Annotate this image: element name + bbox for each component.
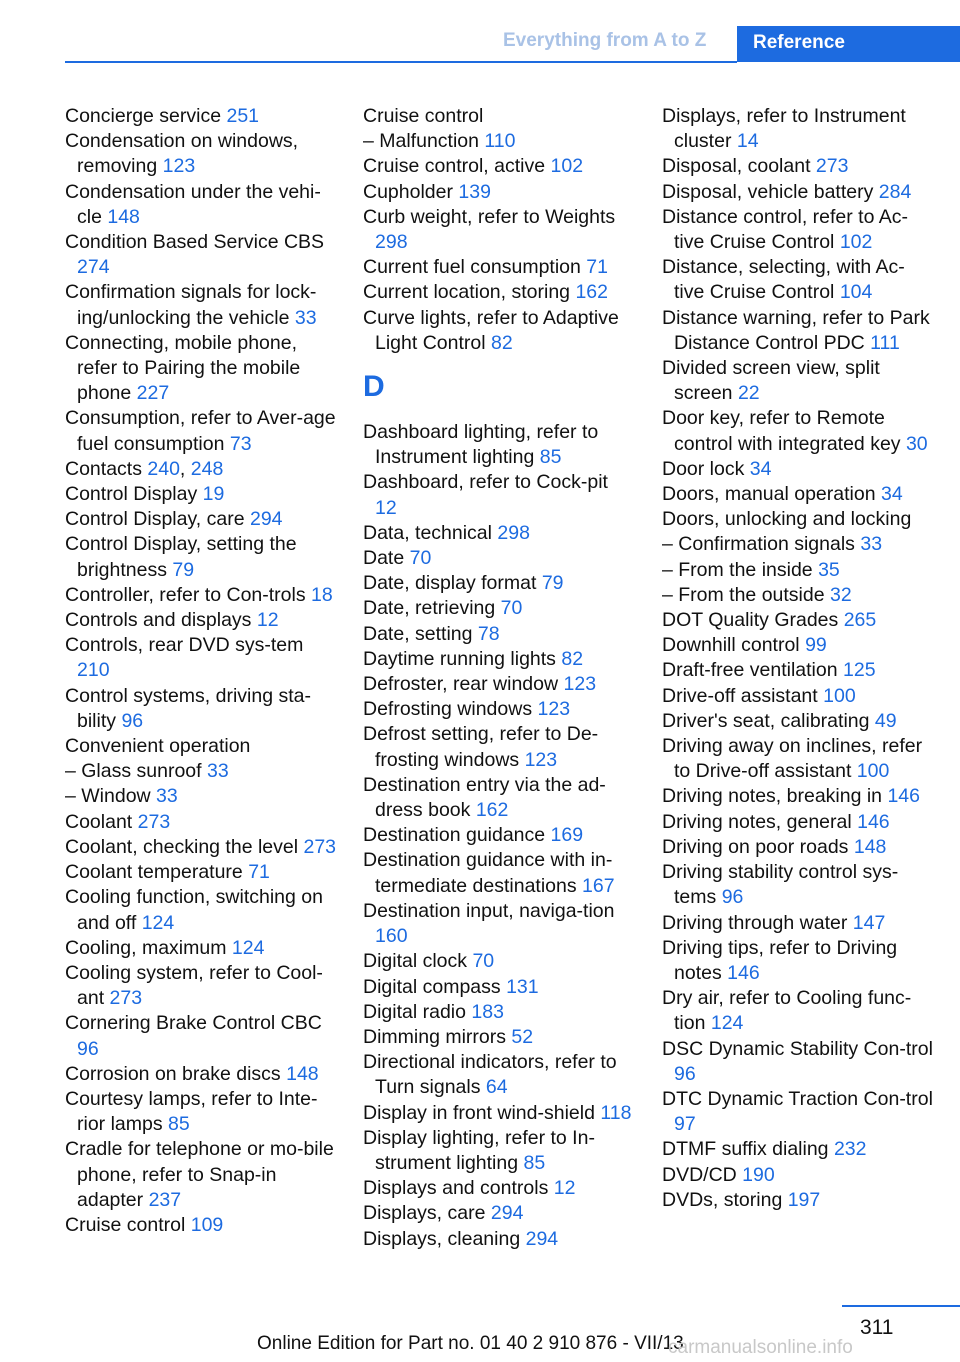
index-entry — [363, 773, 635, 823]
page-number: 311 — [860, 1316, 894, 1339]
index-entry — [363, 848, 635, 898]
page-reference-link[interactable]: 82 — [490, 331, 513, 354]
page-reference-link[interactable]: 124 — [710, 1012, 744, 1035]
entry-text: Control Display, care — [65, 508, 250, 531]
index-entry — [65, 1062, 337, 1087]
entry-text: Daytime running lights — [363, 647, 562, 670]
page-reference-link[interactable]: 12 — [375, 496, 397, 519]
entry-text: Condensation under the vehi-cle — [65, 180, 321, 228]
index-entry — [363, 975, 635, 1000]
page-reference-link[interactable]: 240 — [147, 457, 180, 480]
entry-text: Cruise control — [65, 1213, 191, 1236]
page-reference-link[interactable]: 210 — [77, 659, 110, 682]
entry-text: Date, setting — [363, 622, 478, 645]
entry-text: Controls, rear DVD sys-tem — [65, 634, 304, 657]
index-subentry — [662, 558, 934, 583]
index-entry — [363, 1227, 635, 1252]
page-reference-link[interactable]: 124 — [231, 936, 265, 959]
page-reference-link[interactable]: 96 — [721, 886, 744, 909]
page-reference-link[interactable]: 248 — [190, 457, 224, 480]
index-subentry — [65, 759, 337, 784]
page-reference-link[interactable]: 96 — [77, 1037, 99, 1060]
page-reference-link[interactable]: 227 — [136, 382, 170, 405]
index-subentry — [662, 583, 934, 608]
index-entry — [662, 835, 934, 860]
entry-text: Door lock — [662, 457, 750, 480]
index-entry — [65, 860, 337, 885]
page-reference-link[interactable]: 30 — [905, 432, 928, 455]
index-entry — [65, 684, 337, 734]
page-reference-link[interactable]: 64 — [485, 1076, 508, 1099]
entry-text: Distance warning, refer to Park Distance Control PDC — [662, 306, 930, 354]
index-entry — [662, 154, 934, 179]
index-entry — [662, 180, 934, 205]
entry-text: Date — [363, 547, 410, 570]
index-entry — [662, 104, 934, 154]
page-reference-link[interactable]: 162 — [475, 799, 509, 822]
page-reference-link[interactable]: 148 — [107, 205, 140, 228]
index-column-2 — [363, 104, 635, 1252]
page-reference-link[interactable]: 96 — [674, 1062, 696, 1085]
reference-tab: Reference — [737, 26, 960, 62]
watermark: carmanualsonline.info — [668, 1337, 853, 1358]
page-reference-link[interactable]: 78 — [477, 622, 500, 645]
entry-text: Destination entry via the ad-dress book — [363, 773, 606, 822]
index-entry — [662, 633, 934, 658]
index-entry — [65, 810, 337, 835]
index-entry — [662, 1087, 934, 1137]
entry-text: Displays, cleaning — [363, 1227, 526, 1250]
entry-text: Defroster, rear window — [363, 673, 564, 696]
page-reference-link[interactable]: 197 — [787, 1188, 821, 1211]
page-reference-link[interactable]: 104 — [839, 281, 873, 304]
index-entry — [363, 255, 635, 280]
entry-text: Control systems, driving sta-bility — [65, 684, 311, 732]
index-column-1 — [65, 104, 337, 1238]
page-reference-link[interactable]: 298 — [375, 231, 408, 254]
entry-text: Courtesy lamps, refer to Inte-rior lamps — [65, 1087, 318, 1136]
edition-note: Online Edition for Part no. 01 40 2 910 876 - VII/13 — [257, 1333, 684, 1354]
index-entry — [662, 507, 934, 532]
entry-text: DTMF suffix dialing — [662, 1138, 834, 1161]
index-entry — [662, 709, 934, 734]
index-entry — [65, 633, 337, 683]
page-reference-link[interactable]: 14 — [736, 130, 759, 153]
entry-text: Cradle for telephone or mo-bile phone, refer to Snap-in adapter — [65, 1138, 334, 1211]
page-reference-link[interactable]: 85 — [523, 1151, 546, 1174]
page-reference-link[interactable]: 70 — [500, 597, 523, 620]
page-reference-link[interactable]: 35 — [818, 558, 840, 581]
entry-text: Driving away on inclines, refer to Drive-off assistant — [662, 735, 923, 783]
entry-text: – Window — [65, 785, 157, 808]
entry-text: Cooling, maximum — [65, 936, 232, 959]
entry-text: – Glass sunroof — [65, 760, 207, 783]
entry-text: Date, retrieving — [363, 597, 501, 620]
page-reference-link[interactable]: 148 — [286, 1062, 319, 1085]
page-reference-link[interactable]: 100 — [823, 684, 856, 707]
entry-text: Control Display — [65, 483, 203, 506]
entry-text: DVDs, storing — [662, 1188, 788, 1211]
page-reference-link[interactable]: 33 — [860, 533, 883, 556]
page-reference-link[interactable]: 146 — [727, 961, 760, 984]
index-entry — [363, 1126, 635, 1176]
entry-text: Driver's seat, calibrating — [662, 709, 875, 732]
page-reference-link[interactable]: 12 — [256, 609, 279, 632]
entry-text: Driving through water — [662, 911, 853, 934]
entry-text: Contacts — [65, 457, 148, 480]
index-entry — [363, 205, 635, 255]
page-reference-link[interactable]: 79 — [541, 572, 564, 595]
page-reference-link[interactable]: 237 — [148, 1188, 182, 1211]
page-reference-link[interactable]: 169 — [550, 824, 584, 847]
page-reference-link[interactable]: 100 — [856, 760, 890, 783]
index-entry — [65, 1087, 337, 1137]
entry-text: Dashboard lighting, refer to Instrument lighting — [363, 421, 599, 469]
index-entry — [363, 823, 635, 848]
index-entry — [363, 899, 635, 949]
page-reference-link[interactable]: 190 — [742, 1163, 775, 1186]
entry-text: Distance, selecting, with Ac-tive Cruise Control — [662, 256, 905, 304]
entry-text: Door key, refer to Remote control with integrated key — [662, 407, 906, 455]
page-reference-link[interactable]: 18 — [311, 583, 333, 606]
index-entry — [662, 608, 934, 633]
entry-text: DSC Dynamic Stability Con-trol — [662, 1037, 933, 1060]
entry-text: Display lighting, refer to In-strument lighting — [363, 1126, 595, 1174]
page-reference-link[interactable]: 102 — [550, 155, 584, 178]
index-entry — [65, 885, 337, 935]
index-entry — [662, 684, 934, 709]
entry-text: Destination input, naviga-tion — [363, 899, 615, 922]
index-entry — [65, 961, 337, 1011]
page-reference-link[interactable]: 146 — [887, 785, 920, 808]
entry-text: Cornering Brake Control CBC — [65, 1012, 322, 1035]
entry-text: Consumption, refer to Aver-age fuel consumption — [65, 407, 336, 455]
index-entry — [662, 1163, 934, 1188]
page-reference-link[interactable]: 79 — [172, 558, 195, 581]
index-entry — [65, 1137, 337, 1213]
entry-text: Displays, refer to Instrument cluster — [662, 105, 906, 153]
index-entry — [662, 784, 934, 809]
entry-text: Dry air, refer to Cooling func-tion — [662, 987, 912, 1035]
entry-text: Directional indicators, refer to Turn signals — [363, 1051, 617, 1099]
page-reference-link[interactable]: 146 — [857, 810, 890, 833]
index-entry — [662, 734, 934, 784]
page-reference-link[interactable]: 34 — [749, 457, 772, 480]
page-reference-link[interactable]: 232 — [833, 1138, 867, 1161]
entry-text: DOT Quality Grades — [662, 609, 844, 632]
page-reference-link[interactable]: 294 — [490, 1202, 524, 1225]
index-entry — [363, 697, 635, 722]
index-entry — [363, 722, 635, 772]
page-reference-link[interactable]: 284 — [878, 180, 912, 203]
index-entry — [363, 596, 635, 621]
entry-text: DVD/CD — [662, 1163, 743, 1186]
entry-text: Disposal, coolant — [662, 155, 816, 178]
entry-text: Coolant temperature — [65, 861, 249, 884]
index-entry — [65, 734, 337, 759]
index-entry — [662, 482, 934, 507]
entry-text: Cupholder — [363, 180, 459, 203]
index-entry — [65, 1011, 337, 1061]
index-entry — [363, 1025, 635, 1050]
entry-text: Controller, refer to Con-trols — [65, 583, 312, 606]
entry-text: Curve lights, refer to Adaptive Light Control — [363, 306, 619, 354]
index-entry — [65, 280, 337, 330]
index-column-3 — [662, 104, 934, 1213]
entry-text: Current fuel consumption — [363, 256, 587, 279]
index-entry — [363, 672, 635, 697]
page-reference-link[interactable]: 294 — [525, 1227, 559, 1250]
entry-text: Current location, storing — [363, 281, 576, 304]
page-reference-link[interactable]: 70 — [472, 950, 495, 973]
entry-text: Displays, care — [363, 1202, 491, 1225]
index-entry — [662, 1188, 934, 1213]
entry-text: – Confirmation signals — [662, 533, 861, 556]
index-entry — [65, 1213, 337, 1238]
entry-text: Cruise control — [363, 105, 484, 127]
entry-text: Coolant — [65, 810, 138, 833]
page-reference-link[interactable]: 125 — [843, 659, 876, 682]
entry-text: Confirmation signals for lock-ing/unlocking the vehicle — [65, 281, 317, 329]
index-entry — [363, 647, 635, 672]
index-entry — [65, 180, 337, 230]
index-entry: Contacts 240, 248 — [65, 457, 224, 480]
index-entry — [363, 306, 635, 356]
page-reference-link[interactable]: 32 — [830, 583, 852, 606]
index-entry — [363, 1201, 635, 1226]
entry-text: Drive-off assistant — [662, 684, 824, 707]
index-entry — [363, 420, 635, 470]
index-entry — [65, 835, 337, 860]
page-reference-link[interactable]: 273 — [815, 155, 849, 178]
entry-text: Concierge service — [65, 105, 227, 127]
index-entry — [363, 571, 635, 596]
page-reference-link[interactable]: 22 — [737, 382, 760, 405]
page-reference-link[interactable]: 33 — [156, 785, 178, 808]
entry-text: Driving notes, breaking in — [662, 785, 888, 808]
page-reference-link[interactable]: 102 — [839, 231, 873, 254]
entry-text: Dashboard, refer to Cock-pit — [363, 471, 608, 494]
page-reference-link[interactable]: 33 — [294, 306, 317, 329]
page-reference-link[interactable]: 162 — [575, 281, 608, 304]
page-reference-link[interactable]: 52 — [511, 1025, 534, 1048]
entry-text: Doors, manual operation — [662, 483, 881, 506]
index-entry — [662, 936, 934, 986]
index-subentry — [662, 532, 934, 557]
index-entry — [65, 230, 337, 280]
index-entry — [662, 1037, 934, 1087]
index-entry — [65, 583, 337, 608]
page-reference-link[interactable]: 34 — [880, 483, 903, 506]
page-reference-link[interactable]: 111 — [870, 331, 900, 354]
index-entry — [363, 180, 635, 205]
page-reference-link[interactable]: 147 — [852, 911, 886, 934]
index-entry — [662, 205, 934, 255]
entry-text: Destination guidance with in-termediate destinations — [363, 849, 613, 897]
entry-text: Cooling function, switching on and off — [65, 886, 323, 934]
page-reference-link[interactable]: 96 — [121, 709, 144, 732]
entry-text: Condition Based Service CBS — [65, 231, 325, 254]
page-reference-link[interactable]: 298 — [497, 521, 530, 544]
index-entry — [662, 986, 934, 1036]
entry-text: Digital clock — [363, 950, 473, 973]
entry-text: Corrosion on brake discs — [65, 1062, 287, 1085]
page-reference-link[interactable]: 99 — [805, 634, 827, 657]
page-reference-link[interactable]: 82 — [561, 647, 584, 670]
entry-text: Display in front wind-shield — [363, 1101, 601, 1124]
index-entry — [65, 104, 337, 129]
page-reference-link[interactable]: 124 — [141, 911, 175, 934]
index-entry — [662, 406, 934, 456]
index-letter-heading: D — [363, 370, 385, 404]
entry-text: Connecting, mobile phone, refer to Pairing the mobile phone — [65, 331, 301, 405]
entry-text: Cooling system, refer to Cool-ant — [65, 961, 323, 1010]
entry-text: Date, display format — [363, 572, 542, 595]
entry-text: Driving on poor roads — [662, 835, 854, 858]
entry-text: Doors, unlocking and locking — [662, 508, 912, 531]
entry-text: Disposal, vehicle battery — [662, 180, 879, 203]
index-entry — [363, 521, 635, 546]
page-reference-link[interactable]: 85 — [168, 1113, 190, 1136]
page-reference-link[interactable]: 294 — [249, 508, 283, 531]
page-reference-link[interactable]: 273 — [109, 987, 143, 1010]
index-entry — [363, 1176, 635, 1201]
page-reference-link[interactable]: 274 — [77, 256, 110, 279]
page-reference-link[interactable]: 49 — [874, 709, 897, 732]
index-entry — [65, 482, 337, 507]
entry-text: Defrosting windows — [363, 698, 538, 721]
entry-text: Distance control, refer to Ac-tive Cruise Control — [662, 205, 909, 254]
entry-text: Driving stability control sys-tems — [662, 861, 899, 909]
entry-text: Condensation on windows, removing — [65, 130, 299, 178]
index-entry — [65, 507, 337, 532]
entry-text: Curb weight, refer to Weights — [363, 205, 616, 228]
index-entry — [65, 406, 337, 456]
entry-text: Downhill control — [662, 634, 806, 657]
index-entry — [363, 104, 635, 129]
entry-text: Cruise control, active — [363, 155, 551, 178]
index-entry — [363, 1000, 635, 1025]
page-reference-link[interactable]: 97 — [674, 1113, 696, 1136]
page-reference-link[interactable]: 110 — [484, 130, 516, 153]
page-reference-link[interactable]: 123 — [162, 155, 196, 178]
page-reference-link[interactable]: 139 — [458, 180, 491, 203]
index-entry — [662, 255, 934, 305]
entry-text: Driving notes, general — [662, 810, 858, 833]
entry-text: Driving tips, refer to Driving notes — [662, 936, 898, 984]
index-entry — [363, 949, 635, 974]
index-entry — [662, 306, 934, 356]
entry-text: Controls and displays — [65, 609, 257, 632]
page-reference-link[interactable]: 33 — [206, 760, 229, 783]
page-reference-link[interactable]: 73 — [229, 432, 252, 455]
index-entry — [65, 129, 337, 179]
index-entry — [363, 154, 635, 179]
footer-rule — [842, 1305, 960, 1307]
page-reference-link[interactable]: 123 — [537, 698, 571, 721]
index-entry — [363, 546, 635, 571]
entry-text: Digital compass — [363, 975, 507, 998]
page-reference-link[interactable]: 123 — [524, 748, 558, 771]
index-subentry — [65, 784, 337, 809]
index-entry — [662, 457, 934, 482]
index-entry — [662, 860, 934, 910]
index-entry — [65, 936, 337, 961]
page-reference-link[interactable]: 85 — [539, 446, 562, 469]
page-reference-link[interactable]: 71 — [248, 861, 270, 884]
index-entry — [363, 280, 635, 305]
index-entry — [662, 810, 934, 835]
page-reference-link[interactable]: 265 — [843, 609, 877, 632]
entry-text: Data, technical — [363, 521, 498, 544]
index-entry — [662, 1137, 934, 1162]
page-reference-link[interactable]: 167 — [582, 874, 615, 897]
index-entry — [65, 532, 337, 582]
page-reference-link[interactable]: 123 — [563, 673, 597, 696]
page-header — [0, 26, 960, 62]
entry-text: Coolant, checking the level — [65, 835, 304, 858]
index-entry — [363, 1101, 635, 1126]
entry-text: Defrost setting, refer to De-frosting windows — [363, 723, 599, 771]
index-entry — [662, 658, 934, 683]
entry-text: – Malfunction — [363, 130, 485, 153]
page-reference-link[interactable]: 70 — [409, 547, 432, 570]
entry-text: – From the inside — [662, 558, 819, 581]
entry-text: DTC Dynamic Traction Con-trol — [662, 1087, 933, 1110]
index-entry — [363, 470, 635, 520]
page-reference-link[interactable]: 160 — [375, 925, 408, 948]
entry-text: Control Display, setting the brightness — [65, 533, 297, 581]
index-subentry — [363, 129, 635, 154]
index-entry — [65, 331, 337, 407]
entry-text: Destination guidance — [363, 824, 551, 847]
page-reference-link[interactable]: 12 — [553, 1177, 576, 1200]
page-reference-link[interactable]: 131 — [506, 975, 539, 998]
section-title: Everything from A to Z — [503, 30, 707, 51]
page-reference-link[interactable]: 148 — [853, 835, 887, 858]
index-entry — [65, 608, 337, 633]
entry-text: Convenient operation — [65, 735, 251, 758]
page-reference-link[interactable]: 118 — [600, 1101, 632, 1124]
page-reference-link[interactable]: 273 — [137, 810, 171, 833]
page-reference-link[interactable]: 109 — [190, 1213, 224, 1236]
page-reference-link[interactable]: 19 — [202, 483, 225, 506]
index-entry — [662, 356, 934, 406]
header-rule — [65, 61, 737, 63]
page-reference-link[interactable]: 183 — [471, 1000, 504, 1023]
index-entry — [662, 911, 934, 936]
entry-text: Digital radio — [363, 1000, 472, 1023]
page-reference-link[interactable]: 251 — [226, 105, 260, 127]
index-entry — [363, 1050, 635, 1100]
entry-text: Draft-free ventilation — [662, 659, 843, 682]
entry-text: Divided screen view, split screen — [662, 357, 880, 405]
index-entry — [363, 622, 635, 647]
entry-text: – From the outside — [662, 583, 830, 606]
page-reference-link[interactable]: 71 — [586, 256, 608, 279]
entry-text: Dimming mirrors — [363, 1025, 512, 1048]
page-reference-link[interactable]: 273 — [303, 835, 337, 858]
entry-text: Displays and controls — [363, 1177, 554, 1200]
